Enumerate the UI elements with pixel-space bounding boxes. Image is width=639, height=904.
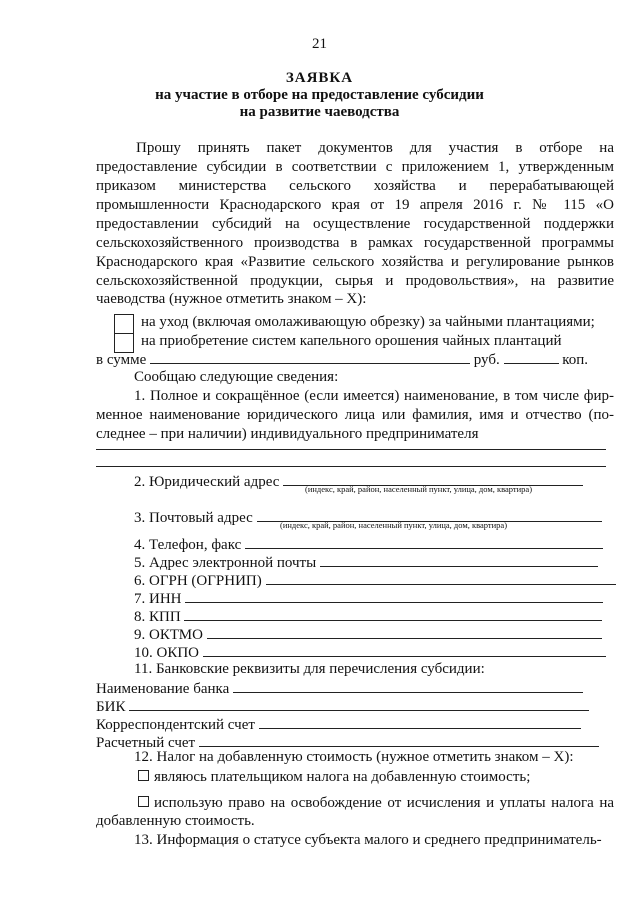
vat-exempt-line-2: добавленную стоимость. (96, 813, 255, 829)
account-label: Расчетный счет (96, 735, 196, 751)
item1-line: менное наименование юридического лица или фамилия, имя и отчество (по- (96, 407, 614, 423)
vat-payer-label: являюсь плательщиком налога на добавленную стоимость; (154, 769, 531, 785)
info-intro: Сообщаю следующие сведения: (134, 369, 339, 385)
intro-line: предоставлении субсидий на осуществление государственной поддержки (96, 216, 614, 232)
phone-fax-field[interactable] (245, 535, 603, 549)
title-heading: ЗАЯВКА (285, 70, 354, 86)
document-title (0, 70, 639, 121)
account-field[interactable] (199, 733, 599, 747)
vat-payer-row (138, 768, 614, 787)
corr-account-label: Корреспондентский счет (96, 717, 255, 733)
ogrn-field[interactable] (266, 571, 616, 585)
bik-label: БИК (96, 699, 126, 715)
inn-row (134, 589, 614, 609)
sum-rub-field[interactable] (150, 350, 470, 364)
title-line-3: на развитие чаеводства (239, 104, 400, 120)
vat-payer-checkbox[interactable] (138, 770, 149, 781)
intro-line: Краснодарского края «Развитие сельского хозяйства и регулирование рынков (96, 254, 614, 270)
bik-row (96, 697, 614, 717)
postal-address-hint: (индекс, край, район, населенный пункт, улица, дом, квартира) (280, 520, 508, 530)
sum-line (96, 350, 614, 370)
bank-name-row (96, 679, 614, 699)
okpo-label: 10. ОКПО (134, 645, 200, 661)
email-field[interactable] (320, 553, 598, 567)
bank-name-field[interactable] (233, 679, 583, 693)
care-option-checkbox[interactable] (114, 314, 134, 334)
irrigation-option-label: на приобретение систем капельного орошения чайных плантаций (141, 333, 562, 349)
rub-label: руб. (473, 352, 500, 368)
care-option-label: на уход (включая омолаживающую обрезку) за чайными плантациями; (141, 314, 595, 330)
kop-label: коп. (562, 352, 589, 368)
phone-fax-label: 4. Телефон, факс (134, 537, 242, 553)
vat-exempt-checkbox[interactable] (138, 796, 149, 807)
intro-line: чаеводства (нужное отметить знаком – Х): (96, 291, 367, 307)
intro-line: промышленности Краснодарского края от 19 апреля 2016 г. № 115 «О (96, 197, 614, 213)
vat-exempt-row (138, 794, 614, 813)
sum-kop-field[interactable] (504, 350, 559, 364)
bank-heading: 11. Банковские реквизиты для перечисления субсидии: (134, 661, 485, 677)
bik-field[interactable] (129, 697, 589, 711)
ogrn-row (134, 571, 614, 591)
organization-name-field[interactable] (96, 466, 606, 467)
oktmo-field[interactable] (207, 625, 602, 639)
organization-name-field[interactable] (96, 449, 606, 450)
legal-address-hint: (индекс, край, район, населенный пункт, улица, дом, квартира) (305, 484, 533, 494)
title-line-2: на участие в отборе на предоставление субсидии (155, 87, 484, 103)
page-number: 21 (312, 36, 327, 52)
intro-line: сельскохозяйственной продукции, сырья и продовольствия», на развитие (96, 273, 614, 289)
item13-line: 13. Информация о статусе субъекта малого и среднего предприниматель- (134, 832, 602, 848)
email-label: 5. Адрес электронной почты (134, 555, 317, 571)
okpo-field[interactable] (203, 643, 606, 657)
kpp-label: 8. КПП (134, 609, 181, 625)
intro-line: предоставление субсидии в соответствии с приложением 1, утвержденным (96, 159, 614, 175)
oktmo-label: 9. ОКТМО (134, 627, 203, 643)
corr-account-row (96, 715, 614, 735)
inn-label: 7. ИНН (134, 591, 182, 607)
ogrn-label: 6. ОГРН (ОГРНИП) (134, 573, 262, 589)
kpp-row (134, 607, 614, 627)
sum-label: в сумме (96, 352, 147, 368)
email-row (134, 553, 614, 573)
kpp-field[interactable] (184, 607, 602, 621)
item1-line: 1. Полное и сокращённое (если имеется) наименование, в том числе фир- (134, 388, 614, 404)
intro-line: Прошу принять пакет документов для участия в отборе на (136, 140, 614, 156)
postal-address-label: 3. Почтовый адрес (134, 510, 253, 526)
inn-field[interactable] (185, 589, 603, 603)
vat-exempt-label: использую право на освобождение от исчисления и уплаты налога на (154, 795, 614, 811)
intro-line: приказом министерства сельского хозяйства и перерабатывающей (96, 178, 614, 194)
corr-account-field[interactable] (259, 715, 581, 729)
vat-heading: 12. Налог на добавленную стоимость (нужное отметить знаком – Х): (134, 749, 574, 765)
legal-address-label: 2. Юридический адрес (134, 474, 280, 490)
phone-fax-row (134, 535, 614, 555)
bank-name-label: Наименование банка (96, 681, 230, 697)
intro-line: сельскохозяйственного производства в рамках государственной программы (96, 235, 614, 251)
oktmo-row (134, 625, 614, 645)
item1-line: следнее – при наличии) индивидуального предпринимателя (96, 426, 479, 442)
